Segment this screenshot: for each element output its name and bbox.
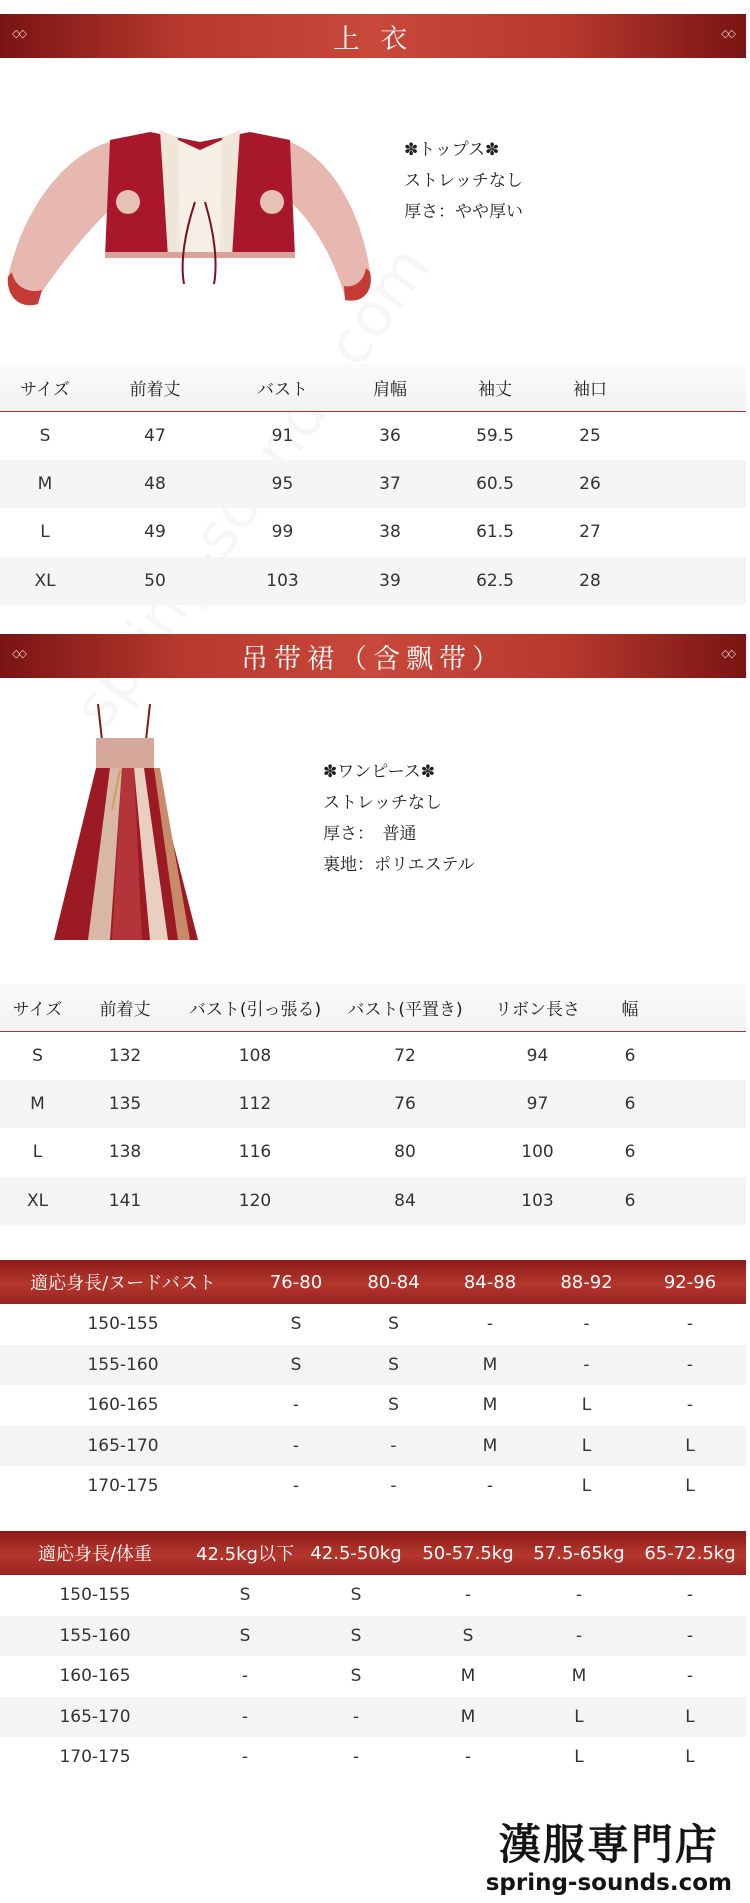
column-header: バスト bbox=[220, 364, 345, 411]
table-row bbox=[0, 1304, 746, 1345]
info-line: 裏地：ポリエステル bbox=[323, 855, 475, 875]
table-cell: 91 bbox=[271, 425, 294, 446]
table-cell: L bbox=[40, 522, 50, 543]
table-cell: S bbox=[190, 1616, 300, 1657]
table-cell: S bbox=[350, 1585, 362, 1606]
table-cell: - bbox=[292, 1476, 300, 1497]
table-cell: 36 bbox=[379, 425, 401, 446]
table-row bbox=[0, 1031, 746, 1080]
table-cell: M bbox=[441, 1345, 539, 1386]
table-cell: S bbox=[346, 1345, 441, 1386]
table-cell: 170-175 bbox=[87, 1476, 159, 1497]
table-cell: XL bbox=[0, 1177, 75, 1226]
banner-ornament-icon: ◇◇ bbox=[12, 27, 25, 40]
section-banner-tops bbox=[0, 14, 746, 58]
table-cell: 60.5 bbox=[435, 460, 555, 509]
table-cell: M bbox=[571, 1666, 587, 1687]
table-cell: - bbox=[241, 1747, 249, 1768]
table-cell: 49 bbox=[144, 522, 166, 543]
table-cell: - bbox=[346, 1426, 441, 1467]
table-cell: S bbox=[32, 1045, 43, 1066]
table-cell: - bbox=[241, 1666, 249, 1687]
table-cell: 76 bbox=[335, 1080, 475, 1129]
column-header: 袖口 bbox=[555, 364, 625, 411]
table-cell: L bbox=[634, 1697, 746, 1738]
table-cell: - bbox=[190, 1697, 300, 1738]
banner-ornament-icon: ◇◇ bbox=[12, 647, 25, 660]
table-cell: L bbox=[32, 1142, 43, 1163]
banner-ornament-icon: ◇◇ bbox=[721, 27, 734, 40]
column-header: 65-72.5kg bbox=[634, 1531, 746, 1575]
jacket-product-image bbox=[0, 72, 400, 317]
fit-bust-table bbox=[0, 1260, 746, 1507]
table-cell: M bbox=[441, 1426, 539, 1467]
table-cell: 165-170 bbox=[0, 1697, 190, 1738]
table-cell: 160-165 bbox=[59, 1666, 131, 1687]
banner-ornament-icon: ◇◇ bbox=[721, 647, 734, 660]
table-cell: 103 bbox=[475, 1177, 600, 1226]
table-cell: 61.5 bbox=[476, 522, 514, 543]
table-cell: L bbox=[574, 1747, 584, 1768]
table-cell: - bbox=[686, 1585, 694, 1606]
table-cell: L bbox=[634, 1426, 746, 1467]
table-row bbox=[0, 1616, 746, 1657]
column-header: バスト(平置き) bbox=[335, 984, 475, 1031]
fit-weight-table bbox=[0, 1531, 746, 1778]
column-header: サイズ bbox=[0, 984, 75, 1031]
table-cell: S bbox=[290, 1314, 302, 1335]
table-cell: 6 bbox=[600, 1177, 660, 1226]
info-line: ストレッチなし bbox=[404, 171, 523, 191]
table-cell: - bbox=[686, 1395, 694, 1416]
table-cell: 170-175 bbox=[59, 1747, 131, 1768]
section-title: 上 衣 bbox=[332, 23, 414, 55]
column-header: 前着丈 bbox=[75, 984, 175, 1031]
table-row bbox=[0, 1737, 746, 1778]
table-cell: M bbox=[460, 1666, 476, 1687]
table-cell: 155-160 bbox=[0, 1345, 246, 1386]
table-cell: XL bbox=[0, 557, 90, 606]
column-header: 前着丈 bbox=[90, 364, 220, 411]
table-cell: - bbox=[583, 1314, 590, 1335]
table-row bbox=[0, 1656, 746, 1697]
table-row bbox=[0, 1345, 746, 1386]
table-cell: - bbox=[686, 1314, 694, 1335]
table-cell: - bbox=[390, 1476, 397, 1497]
table-cell: S bbox=[300, 1616, 412, 1657]
table-cell: S bbox=[239, 1585, 251, 1606]
table-cell: 72 bbox=[394, 1045, 416, 1066]
table-cell: - bbox=[539, 1345, 634, 1386]
table-row bbox=[0, 1697, 746, 1738]
table-cell: M bbox=[482, 1395, 498, 1416]
table-cell: 100 bbox=[521, 1142, 554, 1163]
table-cell: - bbox=[300, 1697, 412, 1738]
tops-size-table bbox=[0, 364, 746, 605]
column-header: 42.5kg以下 bbox=[190, 1531, 300, 1575]
info-line: 厚さ： 普通 bbox=[323, 824, 417, 844]
column-header: 92-96 bbox=[634, 1260, 746, 1304]
column-header: 袖丈 bbox=[435, 364, 555, 411]
table-cell: 27 bbox=[579, 522, 601, 543]
table-row bbox=[0, 411, 746, 460]
column-header: 57.5-65kg bbox=[524, 1531, 634, 1575]
table-cell: 84 bbox=[335, 1177, 475, 1226]
brand-name: 漢服専門店 bbox=[498, 1820, 719, 1869]
table-row bbox=[0, 460, 746, 509]
column-header: 80-84 bbox=[346, 1260, 441, 1304]
table-cell: 150-155 bbox=[87, 1314, 159, 1335]
table-row bbox=[0, 557, 746, 606]
column-header: バスト(引っ張る) bbox=[175, 984, 335, 1031]
table-cell: 25 bbox=[579, 425, 601, 446]
table-cell: 6 bbox=[600, 1080, 660, 1129]
table-cell: M bbox=[0, 1080, 75, 1129]
table-cell: 116 bbox=[238, 1142, 272, 1163]
column-header: 適応身長/体重 bbox=[0, 1531, 190, 1575]
table-cell: 99 bbox=[271, 522, 294, 543]
table-cell: S bbox=[39, 425, 51, 446]
table-cell: - bbox=[292, 1395, 300, 1416]
table-row bbox=[0, 1385, 746, 1426]
table-header-row bbox=[0, 984, 746, 1031]
table-cell: - bbox=[486, 1314, 494, 1335]
table-cell: 50 bbox=[90, 557, 220, 606]
table-cell: S bbox=[350, 1666, 362, 1687]
table-cell: M bbox=[0, 460, 90, 509]
column-header: 88-92 bbox=[539, 1260, 634, 1304]
table-cell: - bbox=[686, 1666, 694, 1687]
table-header-row bbox=[0, 1531, 746, 1575]
section-banner-dress bbox=[0, 634, 746, 678]
table-cell: - bbox=[575, 1585, 583, 1606]
section-title: 吊带裙（含飘带） bbox=[241, 643, 505, 675]
table-cell: 132 bbox=[108, 1045, 142, 1066]
tops-info bbox=[404, 135, 523, 228]
table-cell: 38 bbox=[379, 522, 401, 543]
table-cell: 94 bbox=[526, 1045, 549, 1066]
table-cell: - bbox=[464, 1585, 472, 1606]
table-cell: 155-160 bbox=[0, 1616, 190, 1657]
dress-product-image bbox=[50, 700, 210, 950]
table-cell: 48 bbox=[90, 460, 220, 509]
table-cell: - bbox=[246, 1426, 346, 1467]
table-cell: L bbox=[685, 1476, 695, 1497]
table-header-row bbox=[0, 364, 746, 411]
table-cell: - bbox=[464, 1747, 472, 1768]
table-cell: S bbox=[388, 1395, 399, 1416]
table-row bbox=[0, 1080, 746, 1129]
table-row bbox=[0, 508, 746, 557]
column-header: 肩幅 bbox=[345, 364, 435, 411]
table-cell: 59.5 bbox=[476, 425, 514, 446]
column-header: サイズ bbox=[0, 364, 90, 411]
table-row bbox=[0, 1466, 746, 1507]
table-cell: 28 bbox=[555, 557, 625, 606]
column-header: 76-80 bbox=[246, 1260, 346, 1304]
table-cell: S bbox=[412, 1616, 524, 1657]
table-cell: 103 bbox=[220, 557, 345, 606]
table-row bbox=[0, 1426, 746, 1467]
column-header: 84-88 bbox=[441, 1260, 539, 1304]
info-line: ✽ワンピース✽ bbox=[323, 762, 435, 782]
table-cell: - bbox=[352, 1747, 360, 1768]
table-cell: 39 bbox=[345, 557, 435, 606]
column-header: 適応身長/ヌードバスト bbox=[0, 1260, 246, 1304]
table-cell: L bbox=[581, 1476, 592, 1497]
table-row bbox=[0, 1128, 746, 1177]
brand-logo bbox=[486, 1812, 732, 1896]
table-cell: 141 bbox=[75, 1177, 175, 1226]
table-cell: 135 bbox=[75, 1080, 175, 1129]
table-cell: 37 bbox=[345, 460, 435, 509]
table-cell: 138 bbox=[108, 1142, 142, 1163]
table-cell: 112 bbox=[175, 1080, 335, 1129]
table-cell: S bbox=[388, 1314, 399, 1335]
table-cell: L bbox=[524, 1697, 634, 1738]
table-cell: 95 bbox=[220, 460, 345, 509]
dress-info bbox=[323, 757, 474, 881]
table-cell: 120 bbox=[175, 1177, 335, 1226]
table-cell: M bbox=[412, 1697, 524, 1738]
table-cell: 6 bbox=[624, 1142, 636, 1163]
table-cell: 165-170 bbox=[0, 1426, 246, 1467]
column-header: 42.5-50kg bbox=[300, 1531, 412, 1575]
table-cell: 80 bbox=[394, 1142, 416, 1163]
table-cell: 108 bbox=[238, 1045, 272, 1066]
table-cell: L bbox=[539, 1426, 634, 1467]
column-header: リボン長さ bbox=[475, 984, 600, 1031]
table-cell: S bbox=[246, 1345, 346, 1386]
dress-size-table bbox=[0, 984, 746, 1225]
table-row bbox=[0, 1575, 746, 1616]
brand-url: spring-sounds.com bbox=[485, 1870, 732, 1896]
table-cell: 160-165 bbox=[87, 1395, 159, 1416]
column-header: 幅 bbox=[600, 984, 660, 1031]
table-cell: L bbox=[685, 1747, 695, 1768]
table-row bbox=[0, 1177, 746, 1226]
table-cell: 150-155 bbox=[59, 1585, 131, 1606]
table-cell: - bbox=[524, 1616, 634, 1657]
table-header-row bbox=[0, 1260, 746, 1304]
table-cell: 97 bbox=[475, 1080, 600, 1129]
table-cell: 62.5 bbox=[435, 557, 555, 606]
table-cell: 26 bbox=[555, 460, 625, 509]
table-cell: - bbox=[634, 1616, 746, 1657]
table-cell: - bbox=[486, 1476, 494, 1497]
info-line: ✽トップス✽ bbox=[404, 140, 500, 160]
column-header: 50-57.5kg bbox=[412, 1531, 524, 1575]
table-cell: 47 bbox=[144, 425, 166, 446]
table-cell: L bbox=[581, 1395, 592, 1416]
info-line: ストレッチなし bbox=[323, 793, 442, 813]
table-cell: - bbox=[634, 1345, 746, 1386]
info-line: 厚さ：やや厚い bbox=[404, 202, 523, 222]
table-cell: 6 bbox=[624, 1045, 636, 1066]
